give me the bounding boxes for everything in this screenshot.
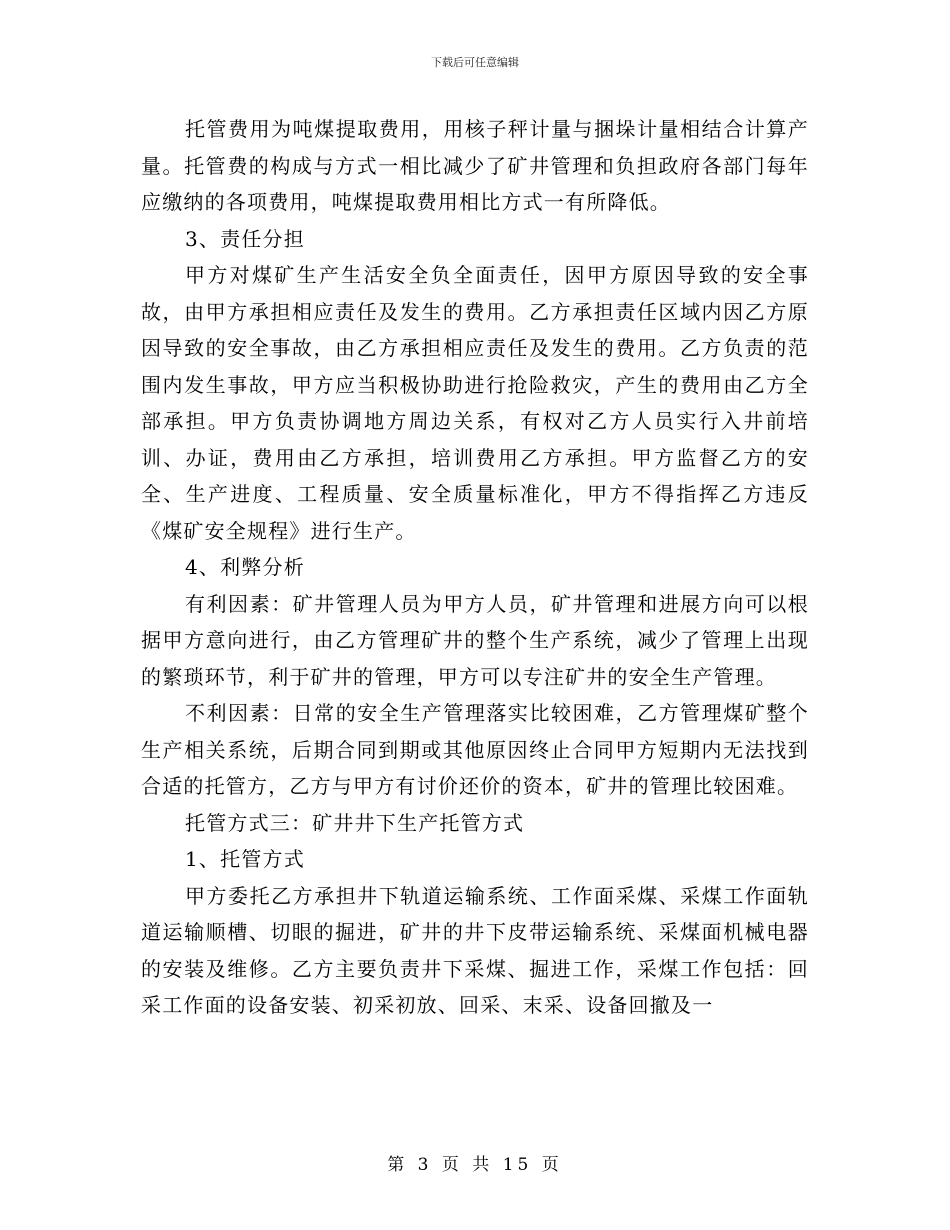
paragraph-disadvantages: 不利因素：日常的安全生产管理落实比较困难，乙方管理煤矿整个生产相关系统，后期合同到期或其他原因终止合同甲方短期内无法找到合适的托管方，乙方与甲方有讨价还价的资本，矿井的管理比较困难。 <box>141 701 809 798</box>
paragraph-advantages: 有利因素：矿井管理人员为甲方人员，矿井管理和进展方向可以根据甲方意向进行，由乙方管理矿井的整个生产系统，减少了管理上出现的繁琐环节，利于矿井的管理，甲方可以专注矿井的安全生产管理。 <box>141 591 809 689</box>
document-body <box>141 111 809 1024</box>
heading-custody-method: 1、托管方式 <box>185 847 305 871</box>
page-number: 第 3 页 共 15 页 <box>387 1155 563 1175</box>
heading-pros-cons: 4、利弊分析 <box>185 555 305 579</box>
heading-method-three: 托管方式三：矿井井下生产托管方式 <box>185 810 525 835</box>
heading-responsibility: 3、责任分担 <box>185 226 305 251</box>
paragraph-fee: 托管费用为吨煤提取费用，用核子秤计量与捆垛计量相结合计算产量。托管费的构成与方式一相比减少了矿井管理和负担政府各部门每年应缴纳的各项费用，吨煤提取费用相比方式一有所降低。 <box>141 117 809 214</box>
paragraph-custody-method: 甲方委托乙方承担井下轨道运输系统、工作面采煤、采煤工作面轨道运输顺槽、切眼的掘进，矿井的井下皮带运输系统、采煤面机械电器的安装及维修。乙方主要负责井下采煤、掘进工作，采煤工作包括：回采工作面的设备安装、初采初放、回采、末采、设备回撤及一 <box>141 883 809 1017</box>
paragraph-responsibility: 甲方对煤矿生产生活安全负全面责任，因甲方原因导致的安全事故，由甲方承担相应责任及发生的费用。乙方承担责任区域内因乙方原因导致的安全事故，由乙方承担相应责任及发生的费用。乙方负责的范围内发生事故，甲方应当积极协助进行抢险救灾，产生的费用由乙方全部承担。甲方负责协调地方周边关系，有权对乙方人员实行入井前培训、办证，费用由乙方承担，培训费用乙方承担。甲方监督乙方的安全、生产进度、工程质量、安全质量标准化，甲方不得指挥乙方违反《煤矿安全规程》进行生产。 <box>141 263 809 543</box>
page-header: 下载后可任意编辑 <box>431 56 519 69</box>
